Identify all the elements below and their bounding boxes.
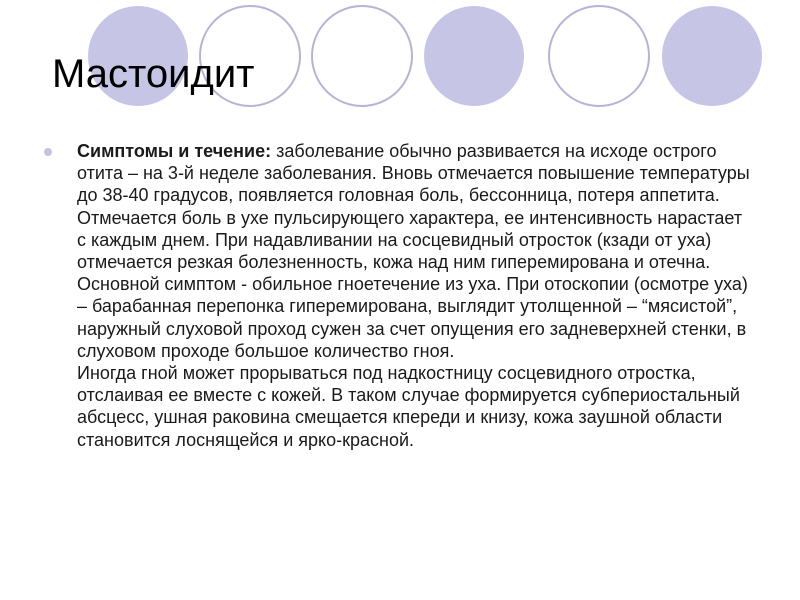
paragraph-1-text: заболевание обычно развивается на исходе острого отита – на 3-й неделе заболевания. Вновь отмечается повышение температуры до 38-40 градусов, появляется головная боль, бессонница, потеря аппетита. Отмечается боль в ухе пульсирующего характера, ее интенсивность нарастает с каждым днем. При надавливании на сосцевидный отросток (кзади от уха) отмечается резкая болезненность, кожа над ним гиперемирована и отечна. Основной симптом - обильное гноетечение из уха. При отоскопии (осмотре уха) – барабанная перепонка гиперемирована, выглядит утолщенной – “мясистой”, наружный слуховой проход сужен за счет опущения его задневерхней стенки, в слуховом проходе большое количество гноя. [77,141,750,361]
bullet-dot [44,148,52,156]
slide-title: Мастоидит [52,52,255,96]
bullet-item-symptoms [44,140,754,451]
bullet-text [77,140,754,451]
paragraph-1 [77,140,754,362]
circle-filled-2 [424,6,524,106]
circle-outline-2 [312,6,412,106]
circle-outline-3 [549,6,649,106]
bullet-list [44,140,754,451]
circle-filled-3 [662,6,762,106]
lead-label: Симптомы и течение: [77,141,272,161]
paragraph-2: Иногда гной может прорываться под надкостницу сосцевидного отростка, отслаивая ее вместе с кожей. В таком случае формируется субпериостальный абсцесс, ушная раковина смещается кпереди и книзу, кожа заушной области становится лоснящейся и ярко-красной. [77,363,740,450]
